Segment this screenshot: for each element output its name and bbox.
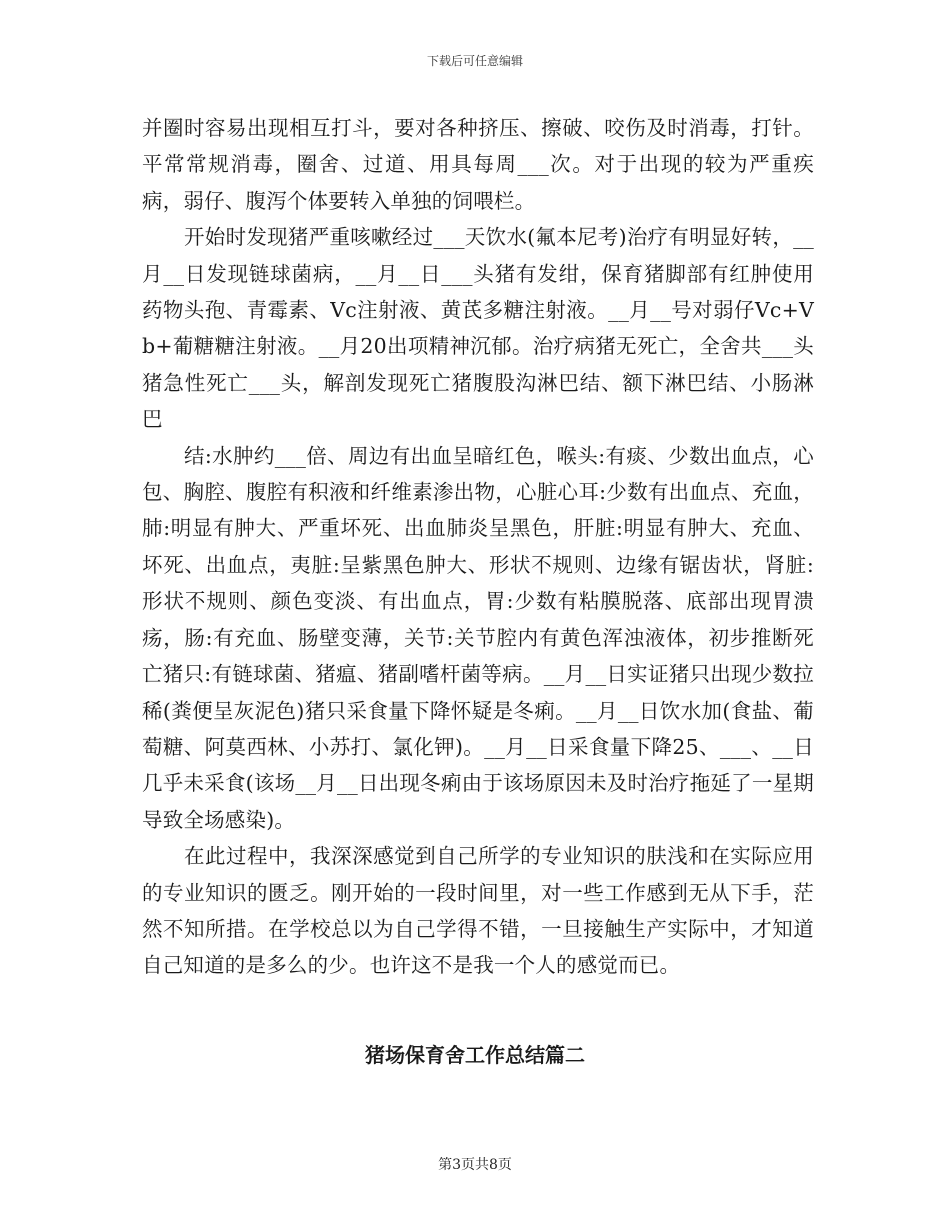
page-number-footer: 第3页共8页 xyxy=(438,1157,512,1173)
document-body xyxy=(142,110,814,984)
body-paragraph-1: 并圈时容易出现相互打斗，要对各种挤压、擦破、咬伤及时消毒，打针。平常常规消毒，圈舍、过道、用具每周___次。对于出现的较为严重疾病，弱仔、腹泻个体要转入单独的饲喂栏。 xyxy=(142,116,814,213)
body-paragraph-4: 在此过程中，我深深感觉到自己所学的专业知识的肤浅和在实际应用的专业知识的匮乏。刚开始的一段时间里，对一些工作感到无从下手，茫然不知所措。在学校总以为自己学得不错，一旦接触生产实际中，才知道自己知道的是多么的少。也许这不是我一个人的感觉而已。 xyxy=(142,844,814,978)
section-title: 猪场保育舍工作总结篇二 xyxy=(365,1043,585,1067)
body-paragraph-2: 开始时发现猪严重咳嗽经过___天饮水(氟本尼考)治疗有明显好转，__月__日发现链球菌病，__月__日___头猪有发绀，保育猪脚部有红肿使用药物头孢、青霉素、Vc注射液、黄芪多糖注射液。__月__号对弱仔Vc+Vb+葡糖糖注射液。__月20出项精神沉郁。治疗病猪无死亡，全舍共___头猪急性死亡___头，解剖发现死亡猪腹股沟淋巴结、额下淋巴结、小肠淋巴 xyxy=(142,225,814,432)
page-header-note: 下载后可任意编辑 xyxy=(426,54,523,68)
body-paragraph-3: 结:水肿约___倍、周边有出血呈暗红色，喉头:有痰、少数出血点，心包、胸腔、腹腔有积液和纤维素渗出物，心脏心耳:少数有出血点、充血，肺:明显有肿大、严重坏死、出血肺炎呈黑色，肝脏:明显有肿大、充血、坏死、出血点，夷脏:呈紫黑色肿大、形状不规则、边缘有锯齿状，肾脏:形状不规则、颜色变淡、有出血点，胃:少数有粘膜脱落、底部出现胃溃疡，肠:有充血、肠壁变薄，关节:关节腔内有黄色浑浊液体，初步推断死亡猪只:有链球菌、猪瘟、猪副嗜杆菌等病。__月__日实证猪只出现少数拉稀(粪便呈灰泥色)猪只采食量下降怀疑是冬痢。__月__日饮水加(食盐、葡萄糖、阿莫西林、小苏打、氯化钾)。__月__日采食量下降25、___、__日几乎未采食(该场__月__日出现冬痢由于该场原因未及时治疗拖延了一星期导致全场感染)。 xyxy=(142,443,814,832)
